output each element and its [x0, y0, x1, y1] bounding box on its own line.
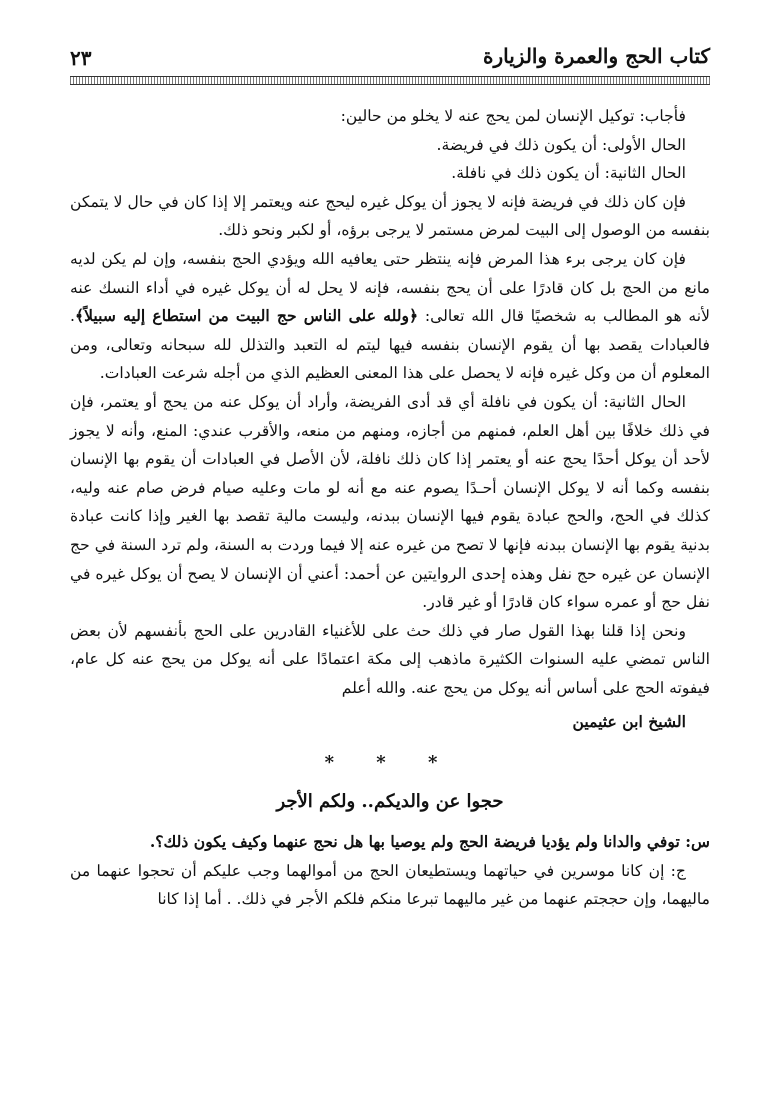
case-two: الحال الثانية: أن يكون ذلك في نافلة. — [451, 164, 686, 183]
answer: ج: إن كانا موسرين في حياتهما ويستطيعان الحج من أموالهما وجب عليكم أن تحجوا عنهما من ماليهما، وإن حججتم عنهما من غير ماليهما تبرعا منكم فلكم الأجر في ذلك. . أما إذا كانا — [70, 861, 710, 909]
question: س: توفي والدانا ولم يؤديا فريضة الحج ولم يوصيا بها هل نحج عنهما وكيف يكون ذلك؟. — [149, 832, 710, 852]
page-number: ٢٣ — [70, 46, 92, 70]
paragraph-illness-continuation: . فالعبادات يقصد بها أن يقوم الإنسان بنفسه فيها ليتم له التعبد والتذلل لله سبحانه وتعالى، ومن المعلوم أن من وكل غيره فإنه لا يحصل على هذا المعنى العظيم الذي من أجله شرعت العبادات. — [70, 307, 710, 383]
answer-intro: فأجاب: توكيل الإنسان لمن يحج عنه لا يخلو من حالين: — [340, 107, 686, 125]
book-page — [70, 44, 710, 1104]
page-header — [70, 44, 710, 84]
running-title: كتاب الحج والعمرة والزيارة — [482, 44, 710, 68]
case-one: الحال الأولى: أن يكون ذلك في فريضة. — [436, 135, 686, 154]
paragraph-first-case: فإن كان ذلك في فريضة فإنه لا يجوز أن يوكل غيره ليحج عنه ويعتمر إلا إذا كان في حال لا يتمكن بنفسه من الوصول إلى البيت لمرض مستمر لا يرجى برؤه، أو لكبر ونحو ذلك. — [70, 192, 710, 240]
paragraph-second-case: الحال الثانية: أن يكون في نافلة أي قد أدى الفريضة، وأراد أن يوكل عنه من يحج أو يعتمر، فإن في ذلك خلافًا بين أهل العلم، فمنهم من أجازه، ومنهم من منعه، والأقرب عندي: المنع، وأنه لا يجوز لأحد أن يوكل أحدًا يحج عنه أو يعتمر إذا كان ذلك نافلة، لأن الأصل في العبادات أن يقوم بها الإنسان بنفسه وكما أنه لا يوكل الإنسان أحـدًا يصوم عنه مع أنه لو مات وعليه صيام فرض صام عنه وليه، كذلك في الحج، والحج عبادة يقوم فيها الإنسان ببدنه، وليست مالية تقصد بها الغير وإذا كانت عبادة بدنية يقوم بها الإنسان ببدنه فإنها لا تصح من غيره عنه إلا فيما وردت به السنة، ولم ترد السنة في حج الإنسان عن غيره حج نفل وهذه إحدى الروايتين عن أحمد: أعني أن الإنسان لا يصح أن يوكل غيره في نفل حج أو عمره سواء كان قادرًا أو غير قادر. — [70, 392, 710, 612]
author-signature: الشيخ ابن عثيمين — [572, 712, 686, 732]
header-rule — [70, 76, 710, 85]
paragraph-conclusion: ونحن إذا قلنا بهذا القول صار في ذلك حث على للأغنياء القادرين على الحج بأنفسهم لأن بعض الناس تمضي عليه السنوات الكثيرة ماذهب إلى مكة اعتمادًا على أنه يوكل من يحج عنه كل عام، فيفوته الحج على أساس أنه يوكل من يحج عنه. والله أعلم — [70, 621, 710, 697]
section-title: حجوا عن والديكم.. ولكم الأجر — [276, 790, 504, 812]
paragraph-illness — [70, 245, 710, 388]
section-separator: * * * — [324, 752, 456, 774]
quran-verse: ﴿ولله على الناس حج البيت من استطاع إليه سبيلاً﴾ — [74, 306, 419, 326]
page-body — [70, 102, 710, 914]
paragraph-illness-text: فإن كان يرجى برء هذا المرض فإنه ينتظر حتى يعافيه الله ويؤدي الحج بنفسه، وإن لم يكن لديه مانع من الحج بل كان قادرًا على أن يحج بنفسه، فإنه لا يحل له أن يوكل غيره في أداء النسك عنه لأنه هو المطالب به شخصيًا قال الله تعالى: — [70, 249, 710, 326]
